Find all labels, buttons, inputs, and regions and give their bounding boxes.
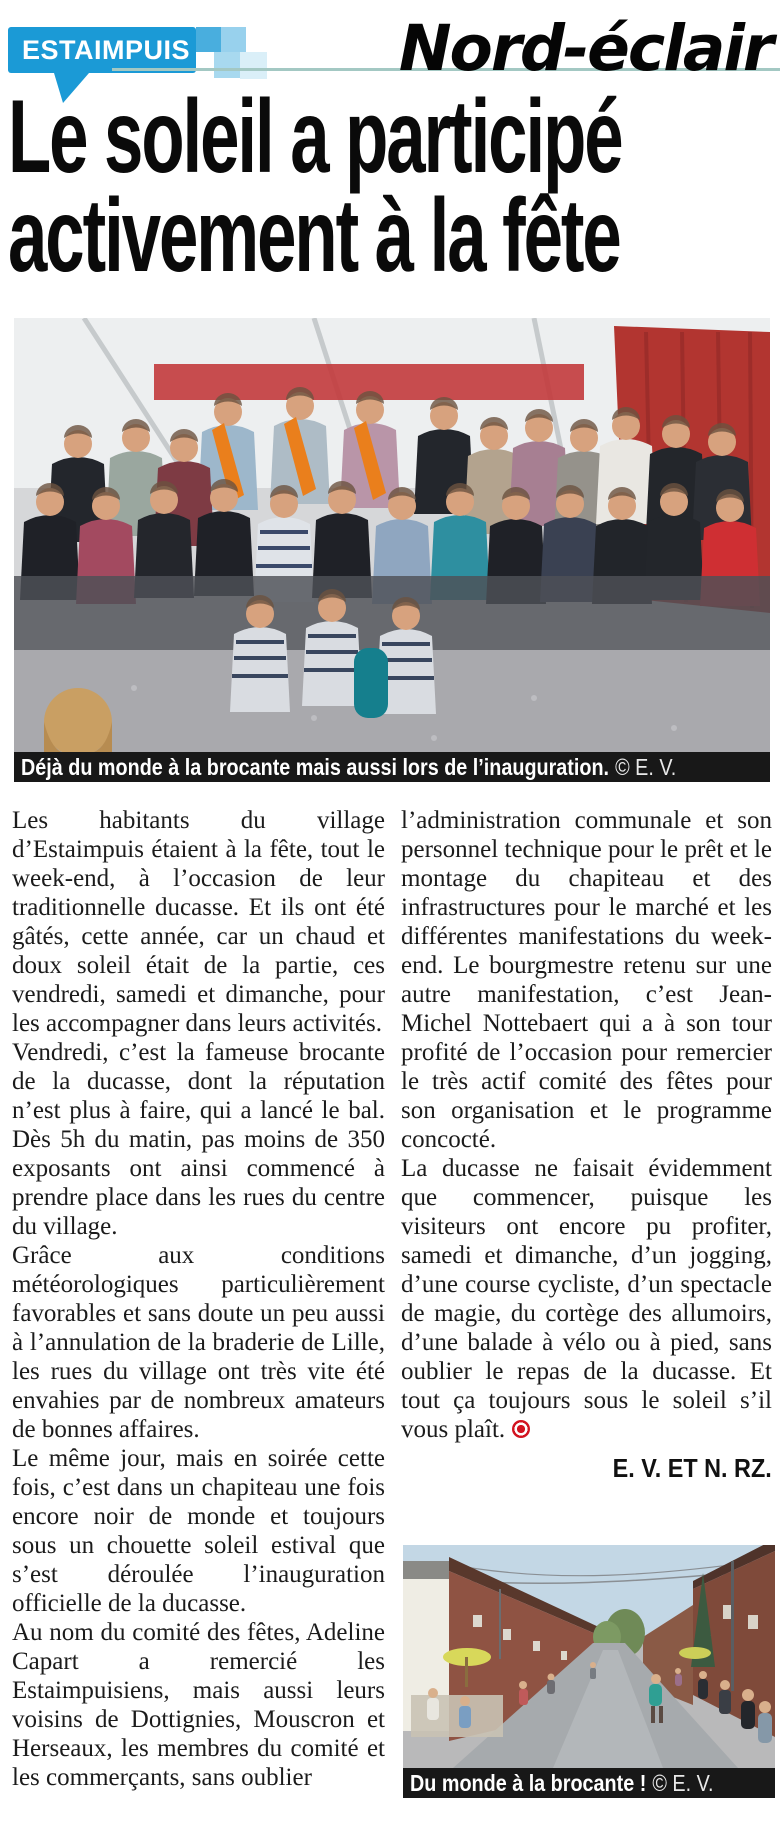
newspaper-logo: Nord-éclair [398, 12, 772, 85]
article-paragraph: Les habitants du village d’Estaimpuis étaient à la fête, tout le week-end, à l’occasion de leur traditionnelle ducasse. Et ils ont été gâtés, cette année, car un chaud et doux soleil était de la partie, ces vendredi, samedi et dimanche, pour les accompagner dans leurs activités. [12, 807, 385, 1037]
yellow-umbrella [679, 1647, 711, 1659]
bottom-photo-caption-bar [403, 1768, 775, 1798]
main-photo-caption: Déjà du monde à la brocante mais aussi lors de l’inauguration. [21, 754, 610, 780]
section-tag-badge [8, 27, 196, 73]
headline-line1: Le soleil a participé [8, 79, 622, 195]
teal-leggings [354, 648, 388, 718]
article-paragraph: l’administration communale et son personnel technique pour le prêt et le montage du chapiteau et des infrastructures pour le marché et les différentes manifestations du week-end. Le bourgmestre retenu sur une autre manifestation, c’est Jean-Michel Nottebaert qui a à son tour profité de l’occasion pour remercier le très actif comité des fêtes pour son organisation et le programme concocté. [401, 807, 772, 1153]
bottom-photo-credit: © E. V. [652, 1770, 714, 1796]
end-of-article-marker-icon [512, 1420, 530, 1438]
article-left-column [12, 806, 385, 1792]
main-photo-credit: © E. V. [615, 754, 677, 780]
article-paragraph: Au nom du comité des fêtes, Adeline Capart a remercié les Estaimpuisiens, mais aussi leurs voisins de Dottignies, Mouscron et Herseaux, les membres du comité et les commerçants, sans oublier [12, 1619, 385, 1791]
bottom-photo-caption: Du monde à la brocante ! [410, 1770, 647, 1796]
article-paragraph: Grâce aux conditions météorologiques particulièrement favorables et sans doute un peu aussi à l’annulation de la braderie de Lille, les rues du village ont très vite été envahies par de nombreux amateurs de bonnes affaires. [12, 1242, 385, 1443]
decor-square [196, 27, 221, 52]
article-headline [8, 79, 780, 294]
crowd-front-row [230, 589, 436, 718]
article-paragraph: Le même jour, mais en soirée cette fois, c’est dans un chapiteau une fois encore noir de monde et toujours sous un chouette soleil estival que s’est déroulée l’inauguration officielle de la ducasse. [12, 1445, 385, 1617]
article-byline: E. V. ET N. RZ. [612, 1453, 772, 1483]
article-right-column [401, 806, 772, 1483]
bottom-photo-illustration [403, 1545, 775, 1768]
brocante-stalls [411, 1695, 503, 1737]
utility-pole [731, 1561, 734, 1691]
article-paragraph: Vendredi, c’est la fameuse brocante de la ducasse, dont la réputation n’est plus à faire, qui a lancé le bal. Dès 5h du matin, pas moins de 350 exposants ont ainsi commencé à prendre place dans les rues du centre du village. [12, 1039, 385, 1240]
article-paragraph: La ducasse ne faisait évidemment que commencer, puisque les visiteurs ont encore pu profiter, samedi et dimanche, d’un jogging, d’une course cycliste, d’un spectacle de magie, du cortège des allumoirs, d’une balade à vélo ou à pied, sans oublier le repas de la ducasse. Et tout ça toujours sous le soleil s’il vous plaît. [401, 1155, 772, 1443]
section-tag-label: ESTAIMPUIS [22, 34, 191, 65]
bottom-photo [403, 1545, 775, 1768]
main-photo [14, 318, 770, 752]
main-photo-caption-bar [14, 752, 770, 782]
headline-line2: activement à la fête [8, 178, 620, 294]
main-photo-illustration [14, 318, 770, 752]
